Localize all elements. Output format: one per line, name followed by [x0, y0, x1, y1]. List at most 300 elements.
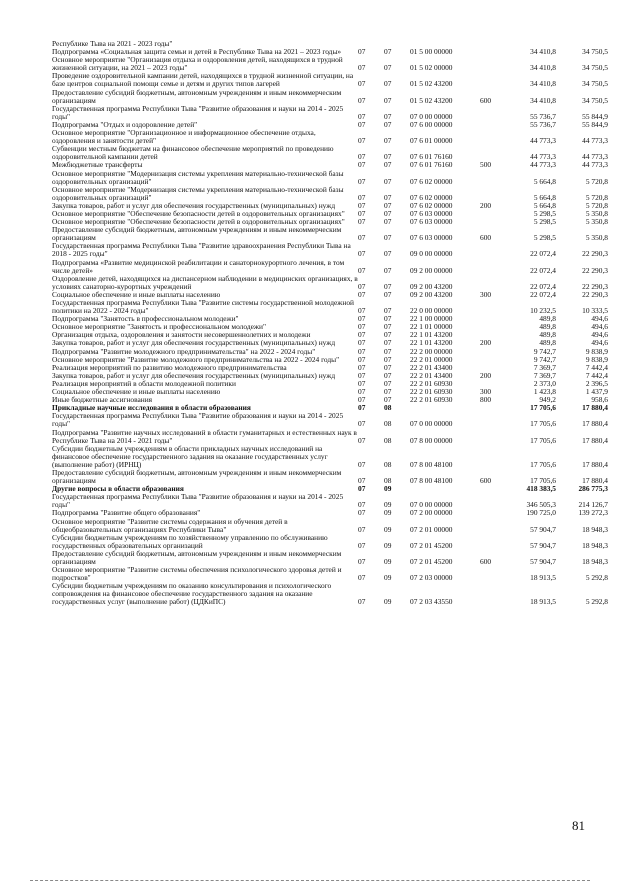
row-amount-second-year: 7 442,4 [585, 362, 608, 372]
row-section-code: 07 [358, 289, 366, 299]
row-amount-second-year: 17 880,4 [582, 435, 608, 445]
row-name: Основное мероприятие "Модернизация системы укрепления материально-технической базы оздоровительных организаций" [52, 168, 344, 186]
row-target-article-code [410, 485, 480, 493]
row-expense-type-code [480, 105, 510, 121]
row-amount-second-year: 34 750,5 [582, 47, 608, 57]
row-expense-type-code [480, 493, 510, 509]
row-amount-first-year: 34 410,8 [530, 95, 556, 105]
row-target-article-code: 07 6 02 00000 [410, 200, 453, 210]
row-name: Предоставление субсидий бюджетным, автономным учреждениям и иным некоммерческим организациям [52, 467, 342, 486]
row-amount-first-year: 18 913,5 [530, 597, 556, 607]
row-target-article-code: 07 6 03 00000 [410, 217, 453, 227]
table-row [52, 582, 608, 606]
row-amount-first-year: 22 072,4 [530, 249, 556, 259]
row-name: Закупка товаров, работ и услуг для обеспечения государственных (муниципальных) нужд [52, 370, 336, 380]
row-amount-first-year: 17 705,6 [530, 403, 556, 413]
row-name: Основное мероприятие "Занятость и профессиональном молодежи" [52, 322, 266, 332]
row-section-code: 07 [358, 281, 366, 291]
row-subsection-code: 07 [384, 136, 392, 146]
table-row [52, 550, 608, 566]
row-amount-first-year: 57 904,7 [530, 524, 556, 534]
row-expense-type-code [480, 348, 510, 356]
row-target-article-code: 07 6 01 76160 [410, 160, 453, 170]
row-name: Основное мероприятие "Модернизация системы укрепления материально-технической базы оздоровительных организаций" [52, 184, 344, 202]
row-amount-second-year: 5 720,8 [585, 192, 608, 202]
row-amount-first-year: 10 232,5 [530, 306, 556, 316]
row-target-article-code: 09 0 00 00000 [410, 249, 453, 259]
row-section-code: 07 [358, 200, 366, 210]
row-target-article-code: 22 2 01 43400 [410, 370, 453, 380]
row-subsection-code: 07 [384, 95, 392, 105]
row-expense-type-code: 200 [480, 370, 492, 380]
row-subsection-code: 07 [384, 176, 392, 186]
row-subsection-code: 07 [384, 387, 392, 397]
row-section-code: 07 [358, 217, 366, 227]
row-name: Субвенции местным бюджетам на финансовое обеспечение мероприятий по проведению оздоровительной кампании детей [52, 144, 334, 162]
row-name: Предоставление субсидий бюджетным, автономным учреждениям и иным некоммерческим организациям [52, 548, 342, 566]
row-section-code: 07 [358, 387, 366, 397]
row-expense-type-code: 300 [480, 289, 492, 299]
row-amount-second-year: 214 126,7 [578, 500, 608, 510]
row-amount-first-year: 44 773,3 [530, 152, 556, 162]
table-row [52, 469, 608, 485]
row-name: Республике Тыва на 2021 - 2023 годы" [52, 39, 173, 48]
row-amount-first-year: 1 423,8 [533, 387, 556, 397]
row-subsection-code: 07 [384, 233, 392, 243]
row-section-code: 07 [358, 233, 366, 243]
row-expense-type-code [480, 566, 510, 582]
row-subsection-code: 09 [384, 524, 392, 534]
row-amount-second-year: 34 750,5 [582, 63, 608, 73]
row-target-article-code: 22 1 00 00000 [410, 314, 453, 324]
table-row [52, 534, 608, 550]
row-subsection-code: 07 [384, 322, 392, 332]
row-amount-second-year: 55 844,9 [582, 111, 608, 121]
row-amount-first-year: 22 072,4 [530, 265, 556, 275]
table-row [52, 56, 608, 72]
row-section-code: 07 [358, 95, 366, 105]
row-amount-second-year: 22 290,3 [582, 281, 608, 291]
row-amount-second-year: 286 775,3 [578, 484, 608, 494]
row-subsection-code: 09 [384, 573, 392, 583]
row-amount-second-year: 22 290,3 [582, 289, 608, 299]
row-target-article-code: 07 8 00 48100 [410, 459, 453, 469]
row-subsection-code: 07 [384, 47, 392, 57]
row-section-code: 07 [358, 573, 366, 583]
row-section-code: 07 [358, 249, 366, 259]
row-name: Иные бюджетные ассигнования [52, 395, 153, 405]
row-amount-first-year: 5 664,8 [533, 192, 556, 202]
row-subsection-code: 07 [384, 289, 392, 299]
row-amount-first-year: 44 773,3 [530, 160, 556, 170]
row-target-article-code: 22 1 01 43200 [410, 330, 453, 340]
row-section-code: 07 [358, 354, 366, 364]
row-amount-second-year: 494,6 [591, 330, 608, 340]
row-amount-second-year: 5 350,8 [585, 217, 608, 227]
row-expense-type-code: 300 [480, 387, 492, 397]
row-section-code: 07 [358, 540, 366, 550]
table-row [52, 129, 608, 145]
row-amount-second-year: 494,6 [591, 314, 608, 324]
row-subsection-code: 07 [384, 192, 392, 202]
row-name: Закупка товаров, работ и услуг для обеспечения государственных (муниципальных) нужд [52, 338, 336, 348]
row-amount-first-year: 17 705,6 [530, 435, 556, 445]
row-target-article-code: 07 2 03 00000 [410, 573, 453, 583]
table-row [52, 429, 608, 445]
row-name: Социальное обеспечение и иные выплаты населению [52, 387, 221, 397]
row-name: Реализация мероприятий в области молодежной политики [52, 378, 236, 388]
row-amount-second-year: 44 773,3 [582, 152, 608, 162]
row-amount-second-year: 10 333,5 [582, 306, 608, 316]
row-amount-second-year: 7 442,4 [585, 370, 608, 380]
row-name: Государственная программа Республики Тыва "Развитие системы государственной молодежной политики на 2022 - 2024 годы" [52, 298, 354, 316]
row-amount-second-year: 18 948,3 [582, 540, 608, 550]
row-section-code: 07 [358, 176, 366, 186]
row-name: Субсидии бюджетным учреждениям по хозяйственному управлению по обслуживанию государственных образовательных организаций [52, 532, 328, 550]
row-amount-first-year: 22 072,4 [530, 289, 556, 299]
row-target-article-code: 22 2 01 60930 [410, 387, 453, 397]
row-amount-second-year: 494,6 [591, 322, 608, 332]
row-section-code: 07 [358, 136, 366, 146]
row-amount-first-year: 34 410,8 [530, 79, 556, 89]
table-row [52, 89, 608, 105]
row-amount-first-year: 55 736,7 [530, 119, 556, 129]
row-subsection-code: 07 [384, 79, 392, 89]
footer-rule [30, 880, 590, 881]
row-subsection-code: 07 [384, 314, 392, 324]
row-target-article-code: 09 2 00 00000 [410, 265, 453, 275]
row-subsection-code: 07 [384, 330, 392, 340]
row-subsection-code: 08 [384, 476, 392, 486]
row-section-code: 07 [358, 500, 366, 510]
row-name: Проведение оздоровительной кампании детей, находящихся в трудной жизненной ситуации, на базе центров социальной помощи семье и детям и других типов лагерей [52, 71, 354, 89]
table-row [52, 445, 608, 469]
row-amount-second-year: 9 838,9 [585, 346, 608, 356]
row-name: Подпрограмма "Развитие молодежного предпринимательства" на 2022 - 2024 годы" [52, 346, 316, 356]
row-target-article-code: 22 1 01 00000 [410, 322, 453, 332]
row-amount-first-year: 18 913,5 [530, 573, 556, 583]
row-name: Подпрограмма «Социальная защита семьи и детей в Республике Тыва на 2021 – 2023 годы» [52, 47, 342, 57]
row-subsection-code: 07 [384, 362, 392, 372]
row-name: Субсидии бюджетным учреждениям в области прикладных научных исследований на финансовое обеспечение государственного задания на оказание государственных услуг (выполнение работ) (ИРНЦ) [52, 443, 328, 469]
row-expense-type-code [480, 210, 510, 218]
row-target-article-code: 01 5 02 43200 [410, 79, 453, 89]
row-name: Организация отдыха, оздоровления и занятости несовершеннолетних и молодежи [52, 330, 311, 340]
row-section-code: 07 [358, 370, 366, 380]
row-subsection-code: 09 [384, 508, 392, 518]
row-amount-first-year: 7 369,7 [533, 370, 556, 380]
table-row [52, 105, 608, 121]
row-section-code: 07 [358, 306, 366, 316]
row-amount-second-year: 34 750,5 [582, 95, 608, 105]
row-expense-type-code [480, 323, 510, 331]
row-target-article-code: 07 6 03 00000 [410, 208, 453, 218]
row-name: Прикладные научные исследования в области образования [52, 403, 251, 413]
table-row [52, 186, 608, 202]
row-section-code: 07 [358, 435, 366, 445]
row-target-article-code: 07 2 01 00000 [410, 524, 453, 534]
row-section-code: 07 [358, 524, 366, 534]
row-section-code: 07 [358, 192, 366, 202]
row-expense-type-code [480, 356, 510, 364]
row-name: Основное мероприятие "Организационное и информационное обеспечение отдыха, оздоровления и занятости детей" [52, 128, 316, 146]
row-expense-type-code [480, 259, 510, 275]
row-amount-first-year: 7 369,7 [533, 362, 556, 372]
row-expense-type-code [480, 218, 510, 226]
row-subsection-code: 07 [384, 395, 392, 405]
row-amount-first-year: 9 742,7 [533, 346, 556, 356]
row-amount-first-year: 2 373,0 [533, 378, 556, 388]
table-row [52, 412, 608, 428]
row-amount-first-year: 22 072,4 [530, 281, 556, 291]
row-amount-second-year: 22 290,3 [582, 249, 608, 259]
row-target-article-code: 07 2 01 45200 [410, 540, 453, 550]
row-subsection-code: 08 [384, 435, 392, 445]
row-amount-first-year: 57 904,7 [530, 557, 556, 566]
row-section-code: 07 [358, 484, 366, 494]
row-target-article-code: 22 2 01 00000 [410, 354, 453, 364]
row-amount-second-year: 17 880,4 [582, 419, 608, 429]
row-subsection-code: 07 [384, 354, 392, 364]
row-target-article-code: 22 2 01 60930 [410, 378, 453, 388]
row-amount-second-year: 18 948,3 [582, 557, 608, 566]
row-target-article-code: 22 2 01 43400 [410, 362, 453, 372]
row-amount-second-year: 5 292,8 [585, 573, 608, 583]
row-section-code: 07 [358, 119, 366, 129]
row-section-code: 07 [358, 597, 366, 607]
row-amount-first-year: 5 664,8 [533, 176, 556, 186]
row-amount-first-year: 5 664,8 [533, 200, 556, 210]
row-amount-second-year: 55 844,9 [582, 119, 608, 129]
row-section-code: 07 [358, 362, 366, 372]
row-target-article-code: 07 6 01 76160 [410, 152, 453, 162]
row-amount-second-year: 1 437,9 [585, 387, 608, 397]
row-expense-type-code [480, 56, 510, 72]
row-section-code: 07 [358, 47, 366, 57]
row-name: Основное мероприятие "Обеспечение безопасности детей в оздоровительных организациях" [52, 208, 345, 218]
row-subsection-code: 07 [384, 119, 392, 129]
row-subsection-code: 08 [384, 403, 392, 413]
row-name: Предоставление субсидий бюджетным, автономным учреждениям и иным некоммерческим организациям [52, 225, 342, 243]
row-subsection-code: 07 [384, 378, 392, 388]
table-row [52, 566, 608, 582]
row-subsection-code: 09 [384, 557, 392, 566]
row-name: Подпрограмма "Отдых и оздоровление детей" [52, 119, 198, 129]
row-section-code: 07 [358, 378, 366, 388]
row-amount-first-year: 55 736,7 [530, 111, 556, 121]
table-row [52, 259, 608, 275]
table-row [52, 242, 608, 258]
row-expense-type-code [480, 40, 510, 48]
row-amount-second-year: 44 773,3 [582, 160, 608, 170]
row-target-article-code: 01 5 02 43200 [410, 95, 453, 105]
row-amount-second-year: 139 272,3 [578, 508, 608, 518]
row-name: Другие вопросы в области образования [52, 484, 184, 494]
row-section-code: 07 [358, 508, 366, 518]
row-amount-first-year: 57 904,7 [530, 540, 556, 550]
row-section-code: 07 [358, 557, 366, 566]
row-amount-first-year: 17 705,6 [530, 419, 556, 429]
row-section-code: 07 [358, 419, 366, 429]
row-amount-first-year: 418 383,5 [526, 484, 556, 494]
row-section-code: 07 [358, 265, 366, 275]
row-expense-type-code: 800 [480, 395, 492, 405]
row-subsection-code: 09 [384, 540, 392, 550]
row-expense-type-code: 200 [480, 200, 492, 210]
row-name: Основное мероприятие "Обеспечение безопасности детей в оздоровительных организациях" [52, 217, 345, 227]
row-amount-second-year: 5 292,8 [585, 597, 608, 607]
table-row [52, 226, 608, 242]
row-amount-first-year: 190 725,0 [526, 508, 556, 518]
row-subsection-code: 07 [384, 200, 392, 210]
row-subsection-code: 09 [384, 597, 392, 607]
row-subsection-code: 07 [384, 338, 392, 348]
row-expense-type-code [480, 121, 510, 129]
row-section-code: 07 [358, 152, 366, 162]
row-amount-first-year: 489,8 [539, 330, 556, 340]
row-amount-first-year: 5 298,5 [533, 233, 556, 243]
row-amount-first-year: 9 742,7 [533, 354, 556, 364]
row-expense-type-code [480, 582, 510, 606]
row-amount-first-year: 17 705,6 [530, 476, 556, 486]
row-expense-type-code [480, 275, 510, 291]
row-section-code: 07 [358, 476, 366, 486]
row-expense-type-code [480, 429, 510, 445]
page-number: 81 [572, 818, 585, 833]
row-expense-type-code [480, 445, 510, 469]
row-target-article-code: 22 2 00 00000 [410, 346, 453, 356]
row-name: Основное мероприятие "Развитие системы содержания и обучения детей в общеобразовательных организациях Республики Тыва" [52, 516, 288, 534]
row-name: Государственная программа Республики Тыва "Развитие образования и науки на 2014 - 2025 годы" [52, 492, 344, 510]
row-expense-type-code [480, 170, 510, 186]
row-section-code: 07 [358, 63, 366, 73]
row-name: Подпрограмма «Развитие медицинской реабилитации и санаторнокурортного лечения, в том числе детей» [52, 257, 345, 275]
row-amount-second-year: 22 290,3 [582, 265, 608, 275]
row-amount-first-year: 44 773,3 [530, 136, 556, 146]
row-subsection-code: 07 [384, 265, 392, 275]
row-name: Основное мероприятие "Развитие системы обеспечения психологического здоровья детей и подростков" [52, 565, 342, 583]
row-expense-type-code: 600 [480, 233, 492, 243]
row-section-code: 07 [358, 79, 366, 89]
row-expense-type-code [480, 242, 510, 258]
row-expense-type-code [480, 534, 510, 550]
row-expense-type-code [480, 412, 510, 428]
row-subsection-code: 07 [384, 111, 392, 121]
row-target-article-code: 22 2 01 60930 [410, 395, 453, 405]
row-subsection-code: 07 [384, 160, 392, 170]
row-target-article-code: 07 6 01 00000 [410, 136, 453, 146]
row-expense-type-code [480, 315, 510, 323]
row-expense-type-code [480, 404, 510, 412]
row-target-article-code: 01 5 02 00000 [410, 63, 453, 73]
row-target-article-code: 22 1 01 43200 [410, 338, 453, 348]
row-expense-type-code: 500 [480, 160, 492, 170]
row-section-code: 07 [358, 338, 366, 348]
row-section-code: 07 [358, 314, 366, 324]
row-amount-first-year: 489,8 [539, 338, 556, 348]
row-name: Социальное обеспечение и иные выплаты населению [52, 289, 221, 299]
row-expense-type-code [480, 485, 510, 493]
row-name: Закупка товаров, работ и услуг для обеспечения государственных (муниципальных) нужд [52, 200, 336, 210]
row-target-article-code: 07 6 02 00000 [410, 192, 453, 202]
row-subsection-code: 07 [384, 346, 392, 356]
row-section-code: 07 [358, 322, 366, 332]
row-name: Государственная программа Республики Тыва "Развитие здравоохранения Республики Тыва на 2018 - 2025 годы" [52, 241, 351, 259]
row-amount-second-year: 17 880,4 [582, 459, 608, 469]
row-name: Основное мероприятие "Развитие молодежного предпринимательства на 2022 - 2024 годы" [52, 354, 340, 364]
row-amount-first-year: 17 705,6 [530, 459, 556, 469]
table-row [52, 170, 608, 186]
row-target-article-code: 01 5 00 00000 [410, 47, 453, 57]
row-subsection-code: 09 [384, 484, 392, 494]
row-amount-second-year: 2 396,5 [585, 378, 608, 388]
row-expense-type-code [480, 186, 510, 202]
row-name: Подпрограмма "Развитие научных исследований в области гуманитарных и естественных наук в Республике Тыва на 2014 - 2021 годы" [52, 427, 357, 445]
row-target-article-code: 07 0 00 00000 [410, 500, 453, 510]
row-amount-second-year: 5 720,8 [585, 176, 608, 186]
row-expense-type-code [480, 72, 510, 88]
row-section-code: 07 [358, 395, 366, 405]
row-amount-first-year: 34 410,8 [530, 63, 556, 73]
row-amount-second-year: 44 773,3 [582, 136, 608, 146]
row-expense-type-code: 600 [480, 476, 492, 486]
row-target-article-code [410, 404, 480, 412]
row-subsection-code: 07 [384, 249, 392, 259]
row-expense-type-code [480, 129, 510, 145]
row-target-article-code: 07 2 03 43550 [410, 597, 453, 607]
row-section-code: 07 [358, 459, 366, 469]
row-target-article-code: 22 0 00 00000 [410, 306, 453, 316]
row-amount-second-year: 5 350,8 [585, 233, 608, 243]
row-amount-second-year: 5 720,8 [585, 200, 608, 210]
row-subsection-code: 07 [384, 306, 392, 316]
row-expense-type-code: 600 [480, 95, 492, 105]
table-row [52, 275, 608, 291]
row-expense-type-code: 600 [480, 557, 492, 566]
row-amount-second-year: 494,6 [591, 338, 608, 348]
table-row [52, 72, 608, 88]
row-name: Государственная программа Республики Тыва "Развитие образования и науки на 2014 - 2025 годы" [52, 103, 344, 121]
row-amount-second-year: 5 350,8 [585, 208, 608, 218]
row-subsection-code: 07 [384, 63, 392, 73]
table-row [52, 145, 608, 161]
row-section-code: 07 [358, 111, 366, 121]
row-target-article-code: 07 2 00 00000 [410, 508, 453, 518]
row-expense-type-code [480, 48, 510, 56]
row-target-article-code: 07 6 03 00000 [410, 233, 453, 243]
row-target-article-code: 09 2 00 43200 [410, 281, 453, 291]
row-name: Оздоровление детей, находящихся на диспансерном наблюдении в медицинских организациях, в условиях санаторно-курортных учреждений [52, 273, 358, 291]
row-amount-second-year: 34 750,5 [582, 79, 608, 89]
row-subsection-code: 08 [384, 459, 392, 469]
row-expense-type-code [480, 299, 510, 315]
row-target-article-code: 09 2 00 43200 [410, 289, 453, 299]
row-target-article-code: 07 8 00 48100 [410, 476, 453, 486]
row-amount-second-year: 17 880,4 [582, 476, 608, 486]
row-amount-first-year: 489,8 [539, 322, 556, 332]
row-expense-type-code [480, 518, 510, 534]
row-expense-type-code: 200 [480, 338, 492, 348]
row-amount-first-year: 5 298,5 [533, 217, 556, 227]
row-section-code: 07 [358, 346, 366, 356]
row-target-article-code: 07 0 00 00000 [410, 419, 453, 429]
row-subsection-code: 08 [384, 419, 392, 429]
table-row [52, 518, 608, 534]
row-subsection-code: 07 [384, 217, 392, 227]
row-subsection-code: 07 [384, 208, 392, 218]
row-target-article-code: 07 6 02 00000 [410, 176, 453, 186]
row-subsection-code: 07 [384, 281, 392, 291]
